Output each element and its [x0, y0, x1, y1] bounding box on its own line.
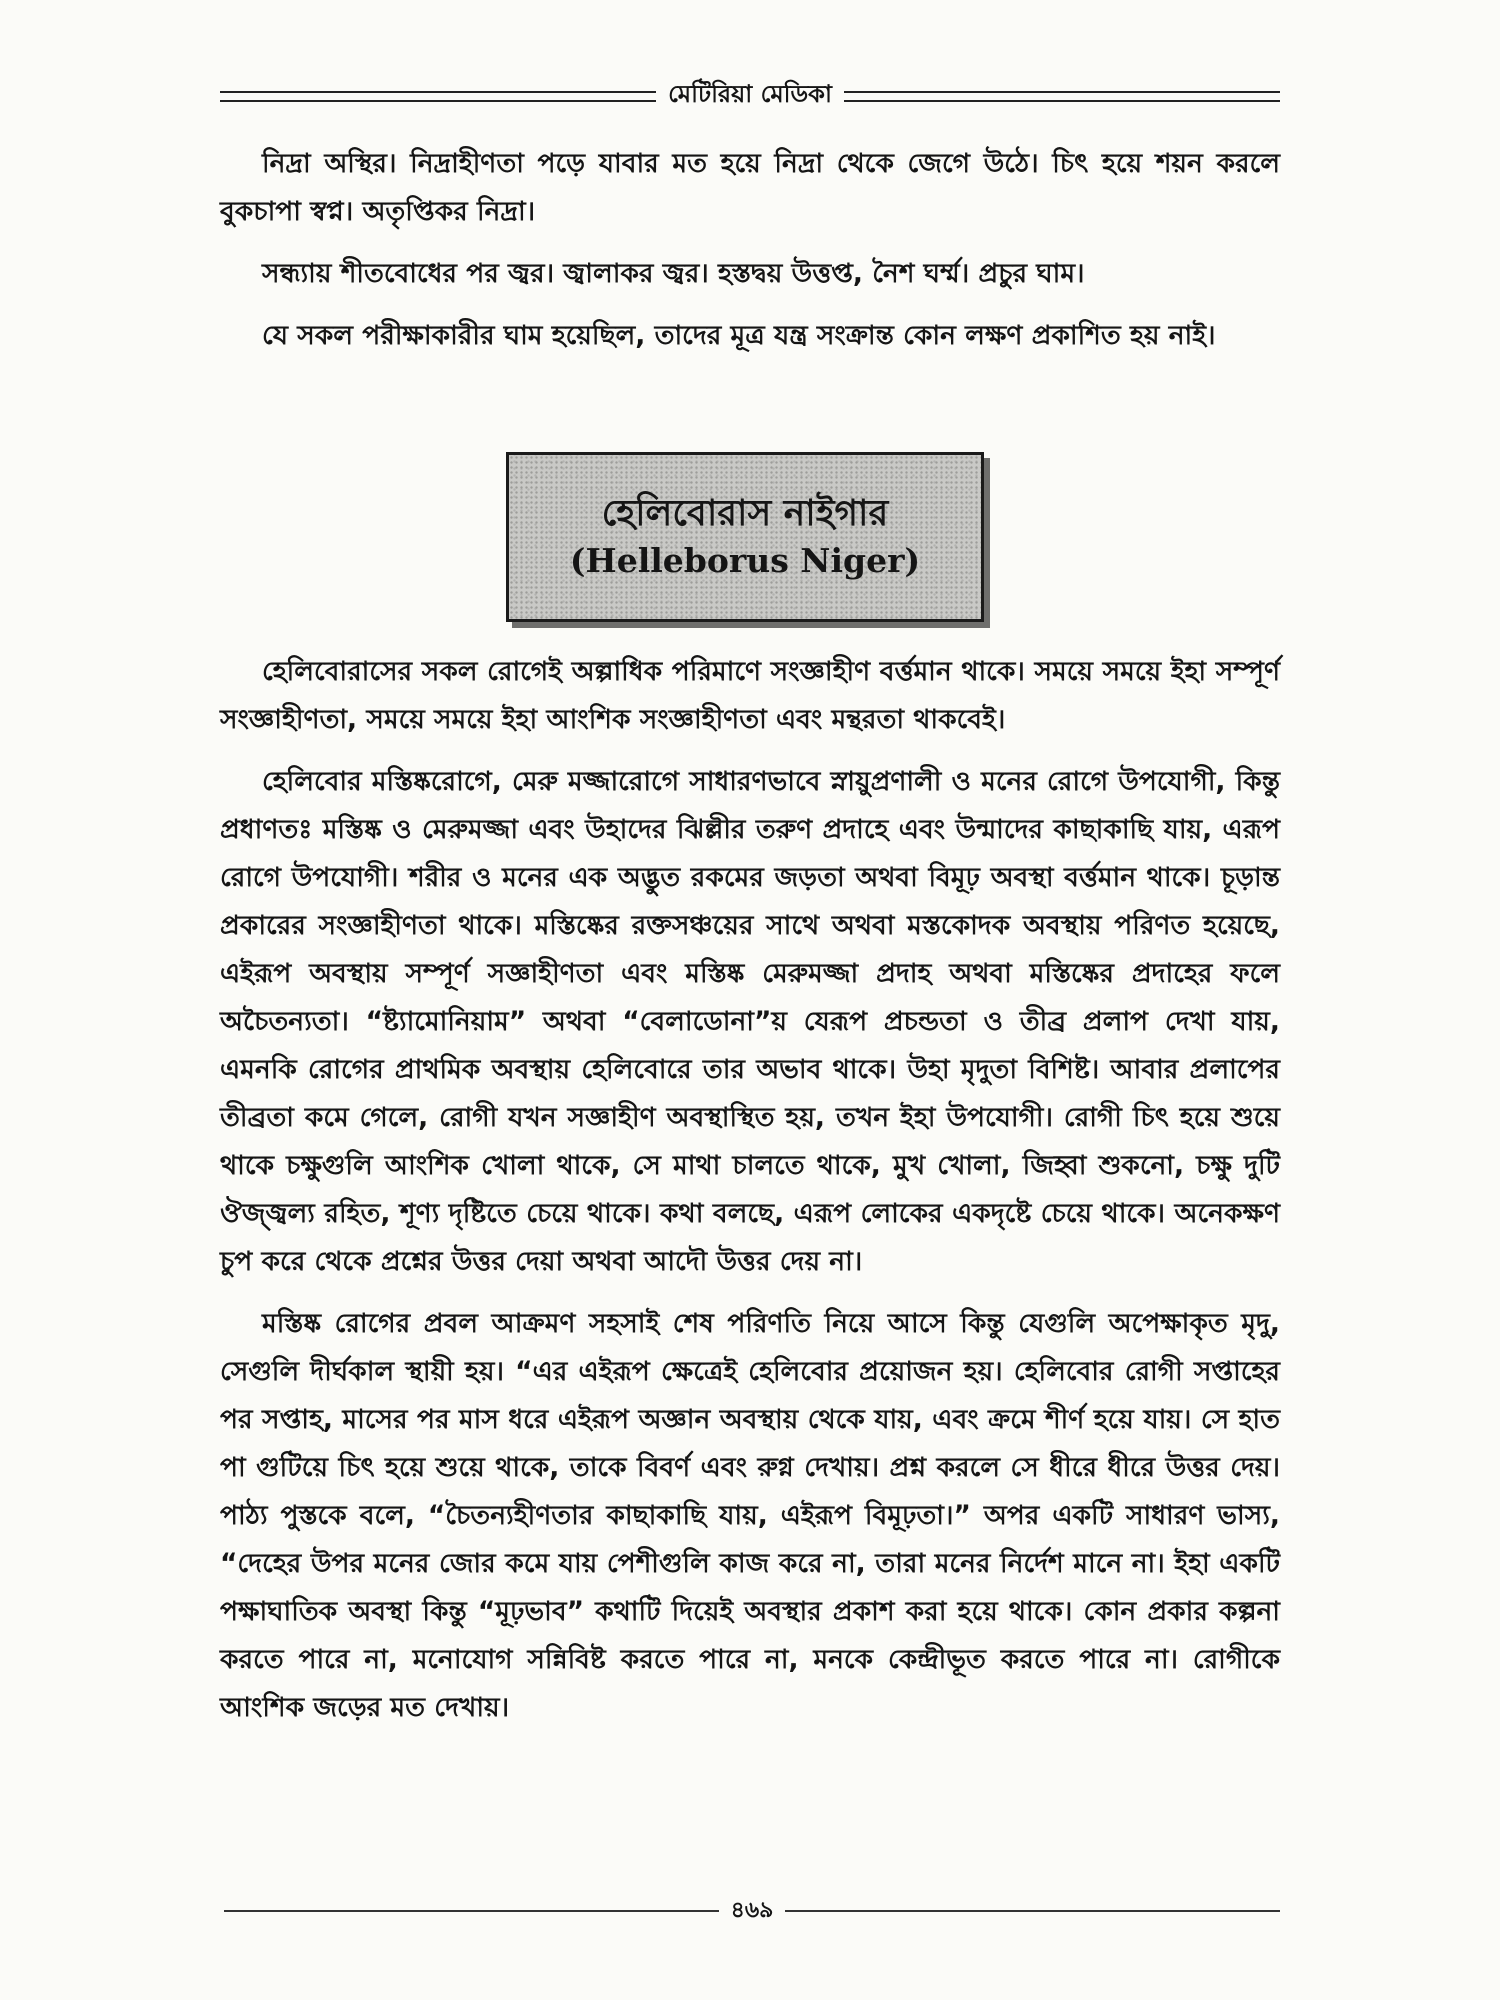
section-title-box: [506, 452, 984, 622]
paragraph-brain-disease: হেলিবোর মস্তিষ্করোগে, মেরু মজ্জারোগে সাধারণভাবে স্নায়ুপ্রণালী ও মনের রোগে উপযোগী, কিন্তু প্রধাণতঃ মস্তিষ্ক ও মেরুমজ্জা এবং উহাদের ঝিল্লীর তরুণ প্রদাহে এবং উন্মাদের কাছাকাছি যায়, এরূপ রোগে উপযোগী। শরীর ও মনের এক অদ্ভুত রকমের জড়তা অথবা বিমূঢ় অবস্থা বর্ত্তমান থাকে। চূড়ান্ত প্রকারের সংজ্ঞাহীণতা থাকে। মস্তিষ্কের রক্তসঞ্চয়ের সাথে অথবা মস্তকোদক অবস্থায় পরিণত হয়েছে, এইরূপ অবস্থায় সম্পূর্ণ সজ্ঞাহীণতা এবং মস্তিষ্ক মেরুমজ্জা প্রদাহ অথবা মস্তিষ্কের প্রদাহের ফলে অচৈতন্যতা। “ষ্ট্যামোনিয়াম” অথবা “বেলাডোনা”য় যেরূপ প্রচন্ডতা ও তীব্র প্রলাপ দেখা যায়, এমনকি রোগের প্রাথমিক অবস্থায় হেলিবোরে তার অভাব থাকে। উহা মৃদুতা বিশিষ্ট। আবার প্রলাপের তীব্রতা কমে গেলে, রোগী যখন সজ্ঞাহীণ অবস্থাস্থিত হয়, তখন ইহা উপযোগী। রোগী চিৎ হয়ে শুয়ে থাকে চক্ষুগুলি আংশিক খোলা থাকে, সে মাথা চালতে থাকে, মুখ খোলা, জিহ্বা শুকনো, চক্ষু দুটি ঔজ্জ্বল্য রহিত, শূণ্য দৃষ্টিতে চেয়ে থাকে। কথা বলছে, এরূপ লোকের একদৃষ্টে চেয়ে থাকে। অনেকক্ষণ চুপ করে থেকে প্রশ্নের উত্তর দেয়া অথবা আদৌ উত্তর দেয় না।: [220, 766, 1280, 1277]
header-rule-right: [844, 91, 1280, 102]
header-rule-left: [220, 91, 656, 102]
page-number: ৪৬৯: [730, 1897, 774, 1923]
page-footer: [224, 1896, 1280, 1926]
running-title: মেটিরিয়া মেডিকা: [668, 80, 832, 108]
running-header: [220, 78, 1280, 114]
paragraph-sweat: যে সকল পরীক্ষাকারীর ঘাম হয়েছিল, তাদের মূত্র যন্ত্র সংক্রান্ত কোন লক্ষণ প্রকাশিত হয় নাই।: [262, 320, 1216, 351]
footer-rule-left: [224, 1910, 719, 1912]
paragraph-sleep: নিদ্রা অস্থির। নিদ্রাহীণতা পড়ে যাবার মত হয়ে নিদ্রা থেকে জেগে উঠে। চিৎ হয়ে শয়ন করলে বুকচাপা স্বপ্ন। অতৃপ্তিকর নিদ্রা।: [220, 148, 1280, 227]
previous-remedy-text: [220, 140, 1280, 374]
paragraph-chronic: মস্তিষ্ক রোগের প্রবল আক্রমণ সহসাই শেষ পরিণতি নিয়ে আসে কিন্তু যেগুলি অপেক্ষাকৃত মৃদু, সেগুলি দীর্ঘকাল স্থায়ী হয়। “এর এইরূপ ক্ষেত্রেই হেলিবোর প্রয়োজন হয়। হেলিবোর রোগী সপ্তাহের পর সপ্তাহ, মাসের পর মাস ধরে এইরূপ অজ্ঞান অবস্থায় থেকে যায়, এবং ক্রমে শীর্ণ হয়ে যায়। সে হাত পা গুটিয়ে চিৎ হয়ে শুয়ে থাকে, তাকে বিবর্ণ এবং রুগ্ন দেখায়। প্রশ্ন করলে সে ধীরে ধীরে উত্তর দেয়। পাঠ্য পুস্তকে বলে, “চৈতন্যহীণতার কাছাকাছি যায়, এইরূপ বিমূঢ়তা।” অপর একটি সাধারণ ভাস্য, “দেহের উপর মনের জোর কমে যায় পেশীগুলি কাজ করে না, তারা মনের নির্দেশ মানে না। ইহা একটি পক্ষাঘাতিক অবস্থা কিন্তু “মূঢ়ভাব” কথাটি দিয়েই অবস্থার প্রকাশ করা হয়ে থাকে। কোন প্রকার কল্পনা করতে পারে না, মনোযোগ সন্নিবিষ্ট করতে পারে না, মনকে কেন্দ্রীভূত করতে পারে না। রোগীকে আংশিক জড়ের মত দেখায়।: [220, 1308, 1280, 1723]
paragraph-intro: হেলিবোরাসের সকল রোগেই অল্পাধিক পরিমাণে সংজ্ঞাহীণ বর্ত্তমান থাকে। সময়ে সময়ে ইহা সম্পূর্ণ সংজ্ঞাহীণতা, সময়ে সময়ে ইহা আংশিক সংজ্ঞাহীণতা এবং মন্থরতা থাকবেই।: [220, 656, 1280, 735]
section-title-bengali: হেলিবোরাস নাইগার: [601, 493, 889, 534]
helleborus-text: [220, 648, 1280, 1746]
paragraph-fever: সন্ধ্যায় শীতবোধের পর জ্বর। জ্বালাকর জ্বর। হস্তদ্বয় উত্তপ্ত, নৈশ ঘর্ম্ম। প্রচুর ঘাম।: [262, 258, 1085, 289]
footer-rule-right: [785, 1910, 1280, 1912]
section-title-english: (Helleborus Niger): [569, 541, 921, 580]
